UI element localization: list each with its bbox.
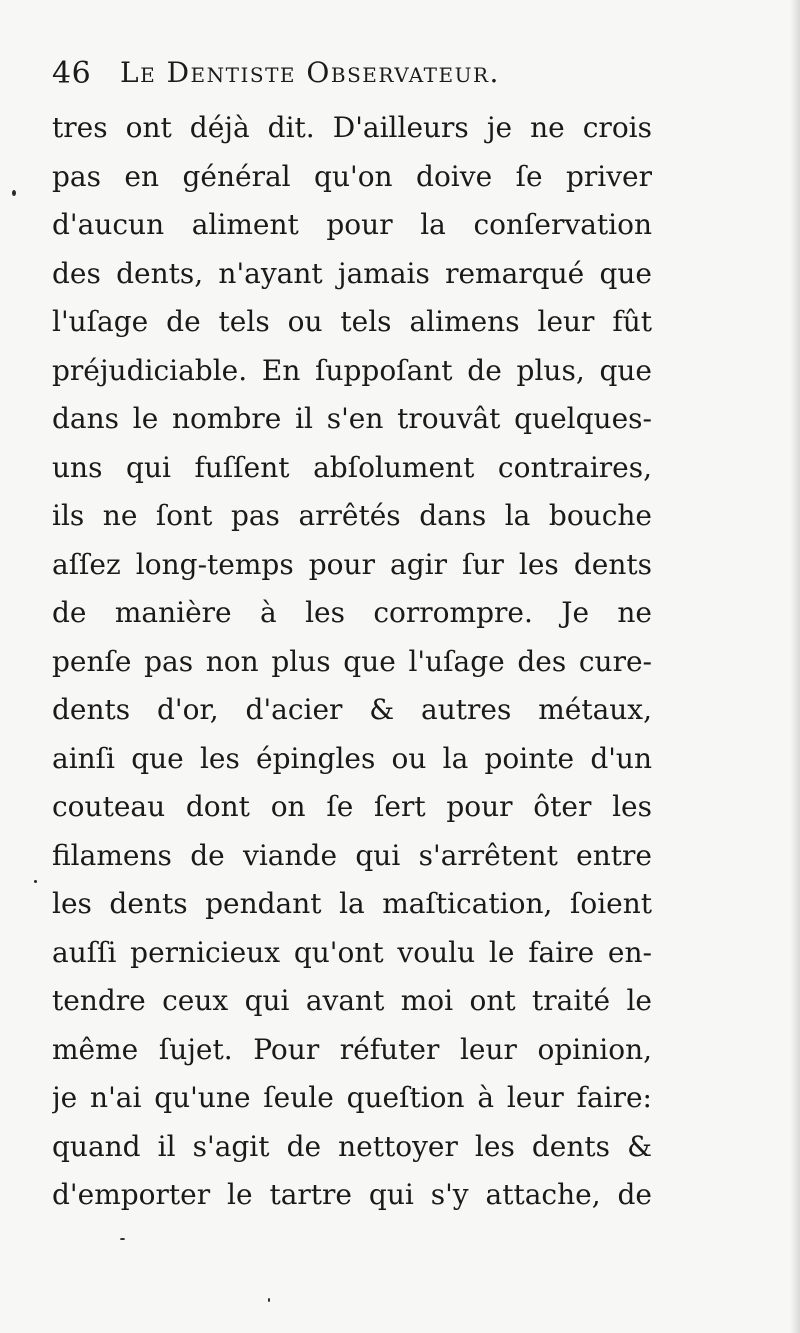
text-line: filamens de viande qui s'arrêtent entre <box>52 838 652 872</box>
text-line: dents d'or, d'acier & autres métaux, <box>52 693 652 726</box>
text-line: pas en général qu'on doive ſe priver <box>52 159 652 193</box>
text-line: uns qui fuſſent abſolument contraires, <box>52 450 652 484</box>
running-title: Le Dentiste Observateur. <box>120 56 500 89</box>
text-line: d'emporter le tartre qui s'y attache, de <box>52 1178 652 1211</box>
page-edge-shadow <box>790 0 800 1333</box>
ink-speck <box>268 1298 270 1302</box>
text-line: dans le nombre il s'en trouvât quelques- <box>52 402 652 435</box>
text-line: je n'ai qu'une ſeule queſtion à leur faire: <box>52 1081 652 1114</box>
text-line: même ſujet. Pour réfuter leur opinion, <box>52 1032 652 1066</box>
text-line: préjudiciable. En ſuppoſant de plus, que <box>52 353 652 387</box>
text-line: l'uſage de tels ou tels alimens leur fût <box>52 305 652 338</box>
text-line: ils ne ſont pas arrêtés dans la bouche <box>52 499 652 532</box>
text-line: d'aucun aliment pour la conſervation <box>52 208 652 241</box>
body-text <box>52 104 652 1220</box>
text-line: les dents pendant la maſtication, ſoient <box>52 887 652 920</box>
text-line: quand il s'agit de nettoyer les dents & <box>52 1129 652 1163</box>
text-line: de manière à les corrompre. Je ne <box>52 596 652 629</box>
ink-speck <box>120 1238 125 1240</box>
text-line: penſe pas non plus que l'uſage des cure- <box>52 644 652 678</box>
text-line: couteau dont on ſe ſert pour ôter les <box>52 790 652 823</box>
text-line: tendre ceux qui avant moi ont traité le <box>52 984 652 1017</box>
text-line: auſſi pernicieux qu'ont voulu le faire en- <box>52 935 652 969</box>
text-line: des dents, n'ayant jamais remarqué que <box>52 256 652 290</box>
ink-speck <box>12 190 16 196</box>
page-header <box>52 50 752 100</box>
text-line: tres ont déjà dit. D'ailleurs je ne crois <box>52 111 652 144</box>
page-number: 46 <box>52 56 92 91</box>
text-line: aſſez long-temps pour agir ſur les dents <box>52 547 652 581</box>
text-line: ainſi que les épingles ou la pointe d'un <box>52 741 652 775</box>
ink-speck <box>34 880 37 883</box>
